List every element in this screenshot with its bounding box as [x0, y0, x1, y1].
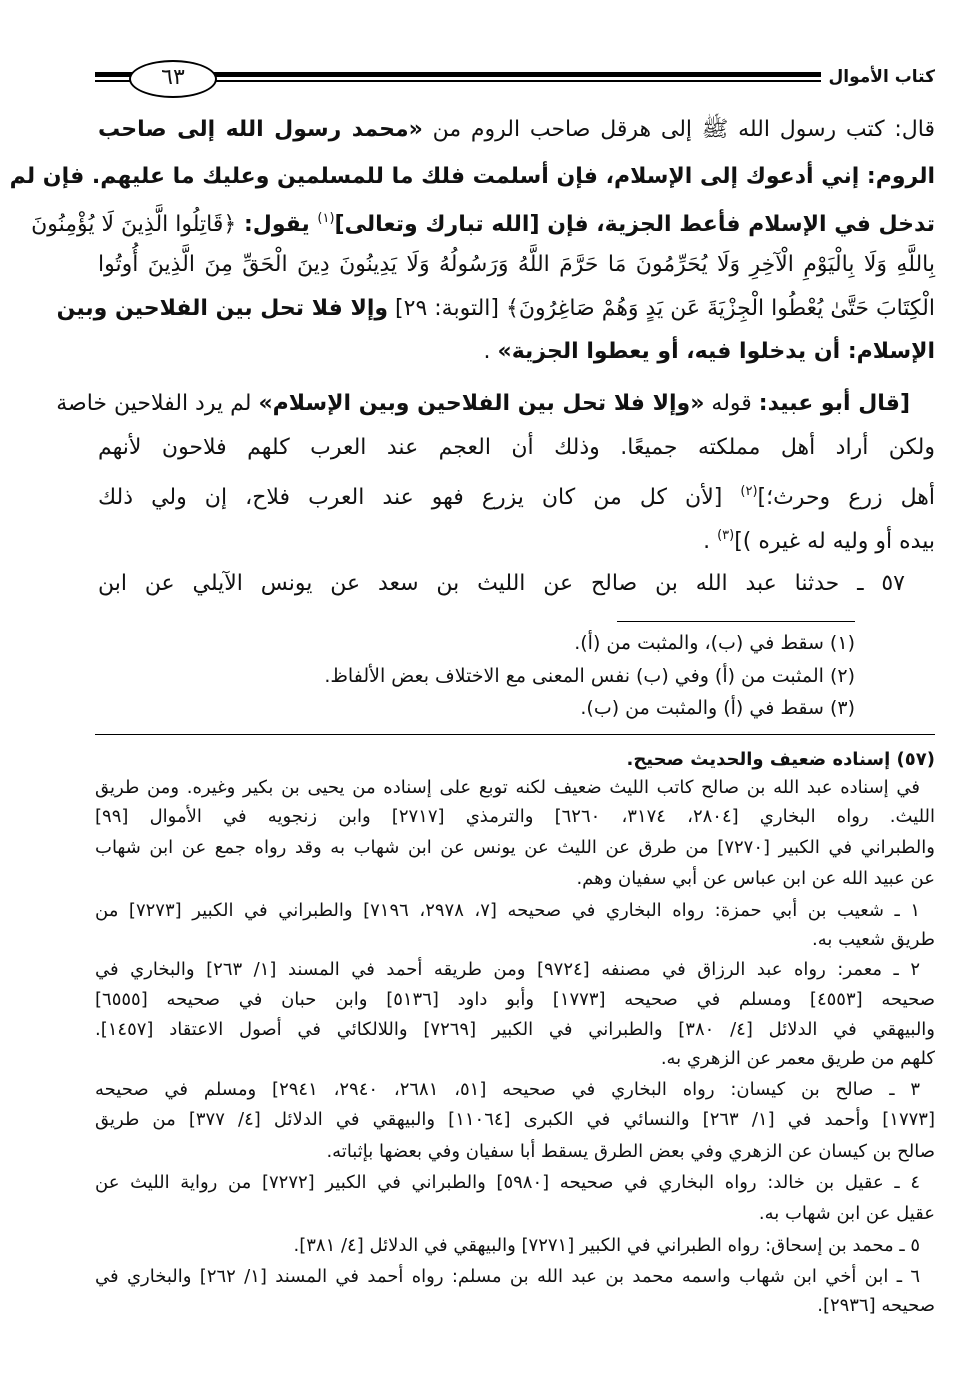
- footnote-ref: (٢): [740, 484, 758, 499]
- commentary-line: [١٧٧٣] وأحمد في [١/ ٢٦٣] والنسائي في الكبرى [١١٠٦٤] والبيهقي في الدلائل [٤/ ٣٧٧] من طريق: [95, 1109, 935, 1130]
- commentary-line: ٥ ـ محمد بن إسحاق: رواه الطبراني في الكبير [٧٢٧١] والبيهقي في الدلائل [٤/ ٣٨١].: [293, 1235, 920, 1256]
- commentary-line: كلهم من طريق معمر عن الزهري به.: [660, 1048, 935, 1069]
- text-segment: لم يرد الفلاحين خاصة: [56, 391, 259, 416]
- main-text-line: [56, 289, 935, 329]
- page-number: ٦٣: [161, 65, 185, 90]
- bold-text-segment: «وإلا فلا تحل بين الفلاحين وبين الإسلام»: [258, 391, 705, 416]
- text-segment: ٥٧ ـ حدثنا عبد الله بن صالح عن الليث بن سعد عن يونس الآيلي عن ابن: [98, 571, 905, 596]
- book-title: كتاب الأموال: [828, 67, 935, 87]
- bold-text-segment: تدخل في الإسلام فأعط الجزية، فإن [الله تبارك وتعالى]: [334, 212, 935, 237]
- main-text-line: [98, 245, 935, 285]
- commentary-line: صالح بن كيسان عن الزهري وفي بعض الطرق يسقط أبا سفيان وفي بعضها بإثباته.: [326, 1141, 935, 1162]
- main-text-line: [98, 332, 935, 372]
- quran-text-segment: الْكِتَابَ حَتَّىٰ يُعْطُوا الْجِزْيَةَ عَن يَدٍ وَهُمْ صَاغِرُونَ﴾ [التوبة: ٢٩]: [388, 296, 935, 321]
- text-segment: بيده أو وليه له غيره )]: [734, 529, 935, 554]
- text-segment: أهل زرع وحرث؛]: [757, 485, 936, 510]
- commentary-line: في إسناده عبد الله بن صالح كاتب الليث ضعيف لكنه توبع على إسناده من يحيى بن بكير وغيره. ومن طريق: [95, 777, 920, 798]
- text-segment: [لأن كل من كان يزرع فهو عند العرب فلاح، إن ولي ذلك: [98, 485, 741, 510]
- commentary-heading: (٥٧) إسناده ضعيف والحديث صحيح.: [626, 749, 935, 770]
- main-text-line: [98, 110, 935, 150]
- commentary-line: صحيحه [٤٥٥٣] ومسلم في صحيحه [١٧٧٣] وأبو داود [٥١٣٦] وابن حبان في صحيحه [٦٥٥٥]: [95, 989, 935, 1010]
- commentary-line: ٢ ـ معمر: رواه عبد الرزاق في مصنفه [٩٧٢٤] ومن طريقه أحمد في المسند [١/ ٢٦٣] والبخاري في: [95, 959, 920, 980]
- text-segment: .: [483, 339, 498, 364]
- bold-text-segment: «محمد رسول الله إلى صاحب: [98, 117, 423, 142]
- bold-text-segment: وإلا فلا تحل بين الفلاحين وبين: [56, 296, 389, 321]
- commentary-line: ٣ ـ صالح بن كيسان: رواه البخاري في صحيحه [٥١، ٢٦٨١، ٢٩٤٠، ٢٩٤١] ومسلم في صحيحه: [95, 1079, 921, 1100]
- main-text-line: [98, 472, 935, 512]
- text-segment: .: [703, 529, 718, 554]
- commentary-line: عن عبيد الله عن ابن عباس عن أبي سفيان وهم.: [576, 868, 935, 889]
- running-header: [95, 62, 935, 92]
- main-text-line: [98, 428, 935, 468]
- commentary-line: طريق شعيب به.: [812, 929, 935, 950]
- commentary-separator: [95, 734, 935, 735]
- footnote-ref: (١): [317, 211, 335, 226]
- commentary-line: والبيهقي في الدلائل [٤/ ٣٨٠] والطبراني في الكبير [٧٢٦٩] واللالكائي في أصول الاعتقاد [١٤٥٧].: [95, 1019, 935, 1040]
- text-segment: ولكن أراد أهل مملكته جميعًا. وذلك أن العجم عند العرب كلهم فلاحون لأنهم: [98, 435, 935, 460]
- text-segment: قال: كتب رسول الله ﷺ إلى هرقل صاحب الروم من: [422, 117, 935, 142]
- bold-text-segment: يقول:: [236, 212, 318, 237]
- main-text-line: [98, 564, 935, 604]
- bold-text-segment: الإسلام: أن يدخلوا فيه، أو يعطوا الجزية»: [497, 339, 935, 364]
- commentary-line: صحيحه [٢٩٣٦].: [817, 1295, 935, 1316]
- commentary-line: الليث. رواه البخاري [٢٨٠٤، ٣١٧٤، ٦٢٦٠] والترمذي [٢٧١٧] وابن زنجويه في الأموال [٩٩]: [95, 806, 936, 827]
- quran-text-segment: ﴿قَاتِلُوا الَّذِينَ لَا يُؤْمِنُونَ: [31, 212, 237, 237]
- main-text-line: [56, 384, 935, 424]
- commentary-line: ٦ ـ ابن أخي ابن شهاب واسمه محمد بن عبد الله بن مسلم: رواه أحمد في المسند [١/ ٢٦٢] والبخاري في: [95, 1266, 920, 1287]
- main-text-line: [98, 516, 935, 556]
- footnote-ref: (٣): [717, 528, 735, 543]
- commentary-line: ٤ ـ عقيل بن خالد: رواه البخاري في صحيحه [٥٩٨٠] والطبراني في الكبير [٧٢٧٢] من رواية الليث عن: [95, 1172, 920, 1193]
- footnote: (١) سقط في (ب)، والمثبت من (أ).: [574, 632, 855, 654]
- quran-text-segment: بِاللَّهِ وَلَا بِالْيَوْمِ الْآخِرِ وَلَا يُحَرِّمُونَ مَا حَرَّمَ اللَّهُ وَرَسُولُهُ وَلَا يَدِينُونَ دِينَ الْحَقِّ مِنَ الَّذِينَ أُوتُوا: [98, 252, 935, 277]
- main-text-line: [31, 199, 935, 239]
- footnote-separator: [617, 621, 855, 622]
- footnote: (٣) سقط في (أ) والمثبت من (ب).: [580, 697, 855, 719]
- commentary-line: ١ ـ شعيب بن أبي حمزة: رواه البخاري في صحيحه [٧، ٢٩٧٨، ٧١٩٦] والطبراني في الكبير [٧٢٧٣] من: [95, 900, 921, 921]
- main-text-line: [9, 157, 935, 197]
- commentary-line: والطبراني في الكبير [٧٢٧٠] من طرق عن الليث عن يونس عن ابن شهاب به وقد رواه جمع عن ابن شهاب: [95, 837, 935, 858]
- bold-text-segment: الروم: إني أدعوك إلى الإسلام، فإن أسلمت فلك ما للمسلمين وعليك ما عليهم. فإن لم: [9, 164, 935, 189]
- text-segment: قوله: [704, 391, 759, 416]
- page-number-badge: [129, 60, 217, 98]
- bold-text-segment: [قال أبو عبيد:: [758, 391, 910, 416]
- footnote: (٢) المثبت من (أ) وفي (ب) نفس المعنى مع الاختلاف بعض الألفاظ.: [324, 665, 855, 687]
- commentary-line: عقيل عن ابن شهاب به.: [758, 1203, 935, 1224]
